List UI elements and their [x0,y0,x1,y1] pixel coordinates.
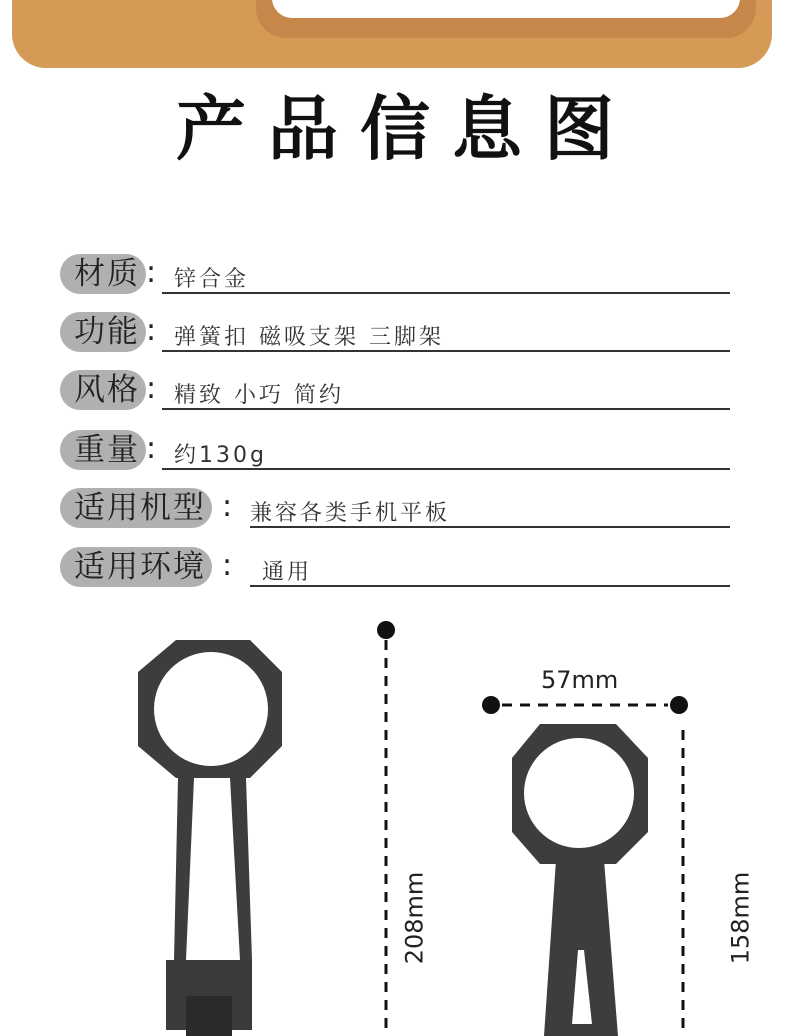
spec-colon: : [146,431,157,466]
spec-value: 弹簧扣 磁吸支架 三脚架 [174,325,444,350]
width-dimension-line [482,696,688,714]
underline [162,292,730,294]
underline [250,526,730,528]
underline [162,350,730,352]
spec-value: 通用 [262,560,313,585]
spec-colon: : [222,489,233,524]
spec-colon: : [146,313,157,348]
top-banner [12,0,772,68]
spec-label: 材质 [60,254,146,294]
underline [162,408,730,410]
dimension-label-158mm: 158mm [726,871,755,965]
spec-colon: : [222,548,233,583]
spec-row-style [60,368,740,412]
banner-card [256,0,756,38]
spec-value: 兼容各类手机平板 [250,501,451,526]
spec-colon: : [146,371,157,406]
spec-label: 风格 [60,370,146,410]
spec-label: 重量 [60,430,146,470]
spec-value: 精致 小巧 简约 [174,383,344,408]
spec-row-environment [60,545,740,589]
spec-row-material [60,252,740,296]
extended-stand-image [138,640,282,1036]
banner-card-inner [272,0,740,18]
dimension-label-208mm: 208mm [400,871,429,965]
spec-label: 功能 [60,312,146,352]
spec-row-function [60,310,740,354]
spec-colon: : [146,255,157,290]
dimension-label-57mm: 57mm [541,666,619,694]
page-title: 产品信息图 [176,88,636,170]
spec-row-weight [60,428,740,472]
underline [250,585,730,587]
spec-value: 锌合金 [174,267,250,292]
spec-label: 适用环境 [60,547,212,587]
folded-stand-image [512,724,648,1036]
product-dimension-figure [0,610,790,1036]
spec-label: 适用机型 [60,488,212,528]
spec-row-compatible-models [60,486,740,530]
spec-value: 约130g [174,443,267,468]
underline [162,468,730,470]
height-extended-dimension-line [377,621,395,1036]
